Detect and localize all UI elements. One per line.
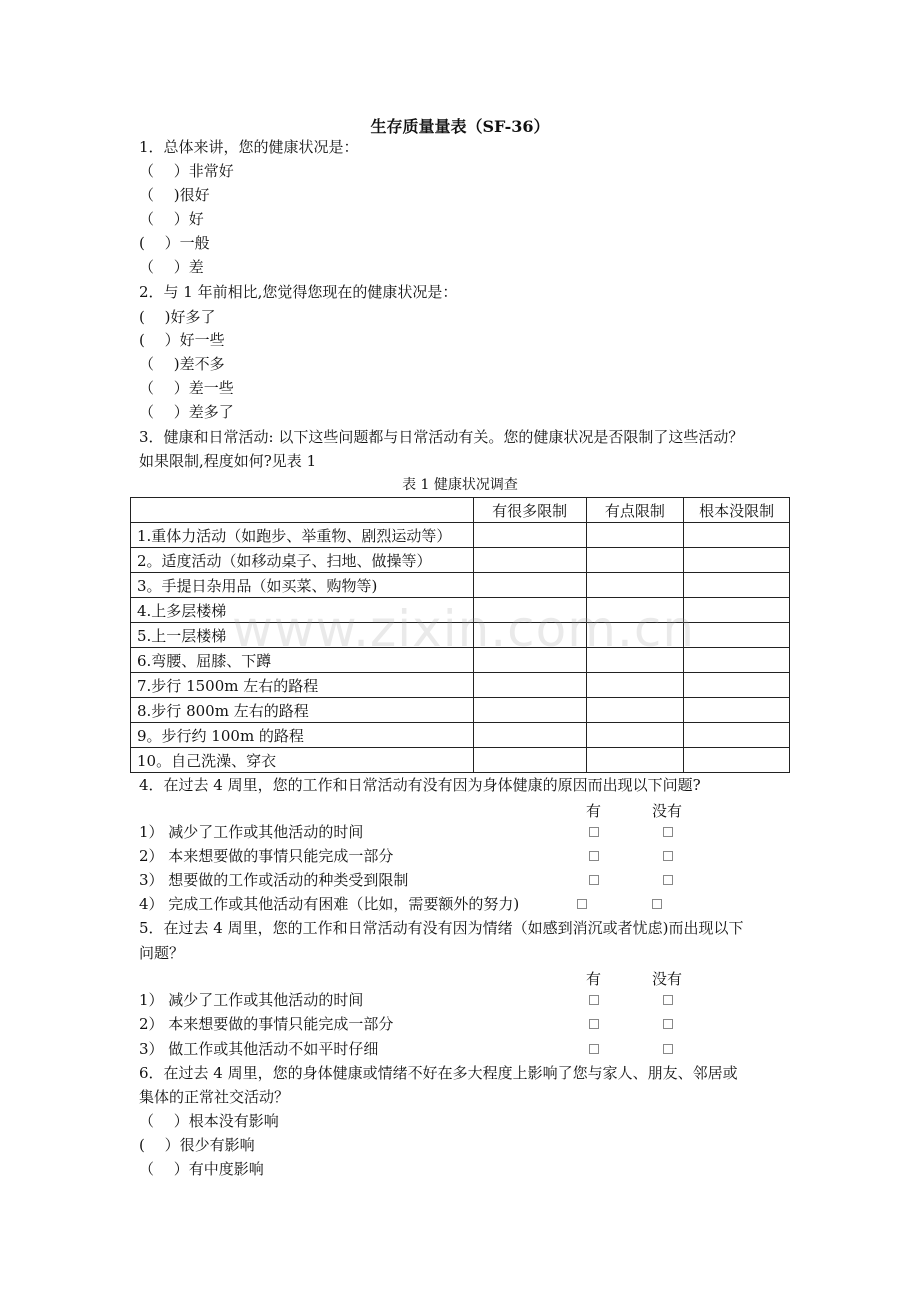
answer-cell[interactable] [586, 523, 684, 548]
yes-checkbox[interactable] [589, 875, 599, 885]
no-checkbox[interactable] [663, 1019, 673, 1029]
q3-question: 3．健康和日常活动: 以下这些问题都与日常活动有关。您的健康状况是否限制了这些活动？ [139, 428, 744, 446]
answer-cell[interactable] [586, 698, 684, 723]
no-checkbox[interactable] [663, 827, 673, 837]
table-header-cell: 有点限制 [586, 498, 684, 523]
q4-yes-header: 有 [586, 802, 602, 820]
q1-option: ( ）一般 [139, 234, 210, 252]
activity-cell: 7.步行 1500m 左右的路程 [131, 673, 474, 698]
activity-cell: 5.上一层楼梯 [131, 623, 474, 648]
answer-cell[interactable] [473, 573, 586, 598]
answer-cell[interactable] [684, 573, 790, 598]
q5-question: 5．在过去 4 周里，您的工作和日常活动有没有因为情绪（如感到消沉或者忧虑)而出现以下 [139, 919, 744, 937]
table-row [131, 548, 790, 573]
answer-cell[interactable] [473, 723, 586, 748]
q1-question: 1．总体来讲，您的健康状况是： [139, 138, 359, 156]
q1-option: （ ）非常好 [139, 162, 234, 180]
activity-cell: 8.步行 800m 左右的路程 [131, 698, 474, 723]
table-header-row [131, 498, 790, 523]
q5-question-cont: 问题？ [139, 944, 185, 962]
q6-question: 6．在过去 4 周里，您的身体健康或情绪不好在多大程度上影响了您与家人、朋友、邻居或 [139, 1064, 738, 1082]
q4-item: 4） 完成工作或其他活动有困难（比如，需要额外的努力) [139, 895, 520, 913]
q2-option: ( )好多了 [139, 308, 216, 326]
q5-no-header: 没有 [652, 970, 683, 988]
answer-cell[interactable] [473, 698, 586, 723]
q6-question-cont: 集体的正常社交活动？ [139, 1088, 290, 1106]
no-checkbox[interactable] [663, 1044, 673, 1054]
q2-option: （ )差不多 [139, 355, 225, 373]
yes-checkbox[interactable] [589, 1019, 599, 1029]
answer-cell[interactable] [586, 673, 684, 698]
answer-cell[interactable] [473, 748, 586, 773]
q4-question: 4．在过去 4 周里，您的工作和日常活动有没有因为身体健康的原因而出现以下问题? [139, 776, 701, 794]
activity-cell: 9。步行约 100m 的路程 [131, 723, 474, 748]
yes-checkbox[interactable] [589, 995, 599, 1005]
answer-cell[interactable] [684, 748, 790, 773]
activity-cell: 4.上多层楼梯 [131, 598, 474, 623]
q1-option: （ ）差 [139, 258, 204, 276]
answer-cell[interactable] [684, 673, 790, 698]
table-header-cell: 有很多限制 [473, 498, 586, 523]
yes-checkbox[interactable] [577, 899, 587, 909]
yes-checkbox[interactable] [589, 827, 599, 837]
table-row [131, 523, 790, 548]
table-row [131, 573, 790, 598]
table-caption: 表 1 健康状况调查 [402, 477, 518, 493]
watermark: www.zixin.com.cn [232, 600, 696, 658]
yes-checkbox[interactable] [589, 851, 599, 861]
q2-option: （ ）差一些 [139, 379, 234, 397]
answer-cell[interactable] [684, 723, 790, 748]
q2-question: 2．与 1 年前相比,您觉得您现在的健康状况是： [139, 283, 458, 301]
no-checkbox[interactable] [663, 995, 673, 1005]
q1-option: （ ）好 [139, 210, 204, 228]
answer-cell[interactable] [684, 548, 790, 573]
table-row [131, 723, 790, 748]
answer-cell[interactable] [586, 723, 684, 748]
q6-option: ( ）很少有影响 [139, 1136, 255, 1154]
page-title: 生存质量量表（SF-36） [370, 117, 550, 136]
q5-item: 3） 做工作或其他活动不如平时仔细 [139, 1040, 379, 1058]
no-checkbox[interactable] [652, 899, 662, 909]
activity-cell: 6.弯腰、屈膝、下蹲 [131, 648, 474, 673]
activity-cell: 3。手提日杂用品（如买菜、购物等) [131, 573, 474, 598]
answer-cell[interactable] [684, 648, 790, 673]
activity-cell: 10。自己洗澡、穿衣 [131, 748, 474, 773]
q4-no-header: 没有 [652, 802, 683, 820]
answer-cell[interactable] [473, 673, 586, 698]
answer-cell[interactable] [684, 598, 790, 623]
table-row [131, 748, 790, 773]
q3-question-cont: 如果限制,程度如何?见表 1 [139, 452, 317, 470]
q2-option: ( ）好一些 [139, 331, 225, 349]
table-row [131, 698, 790, 723]
q5-item: 1） 减少了工作或其他活动的时间 [139, 991, 364, 1009]
q6-option: （ ）有中度影响 [139, 1160, 264, 1178]
answer-cell[interactable] [586, 548, 684, 573]
no-checkbox[interactable] [663, 851, 673, 861]
answer-cell[interactable] [684, 623, 790, 648]
activity-cell: 1.重体力活动（如跑步、举重物、剧烈运动等） [131, 523, 474, 548]
answer-cell[interactable] [586, 573, 684, 598]
q2-option: （ ）差多了 [139, 403, 234, 421]
q1-option: （ )很好 [139, 186, 210, 204]
yes-checkbox[interactable] [589, 1044, 599, 1054]
table-header-cell [131, 498, 474, 523]
q5-item: 2） 本来想要做的事情只能完成一部分 [139, 1015, 394, 1033]
table-row [131, 673, 790, 698]
answer-cell[interactable] [473, 548, 586, 573]
q4-item: 1） 减少了工作或其他活动的时间 [139, 823, 364, 841]
q4-item: 2） 本来想要做的事情只能完成一部分 [139, 847, 394, 865]
activity-cell: 2。适度活动（如移动桌子、扫地、做操等） [131, 548, 474, 573]
answer-cell[interactable] [473, 523, 586, 548]
table-header-cell: 根本没限制 [684, 498, 790, 523]
q5-yes-header: 有 [586, 970, 602, 988]
answer-cell[interactable] [684, 698, 790, 723]
answer-cell[interactable] [684, 523, 790, 548]
q6-option: （ ）根本没有影响 [139, 1112, 279, 1130]
q4-item: 3） 想要做的工作或活动的种类受到限制 [139, 871, 409, 889]
no-checkbox[interactable] [663, 875, 673, 885]
answer-cell[interactable] [586, 748, 684, 773]
